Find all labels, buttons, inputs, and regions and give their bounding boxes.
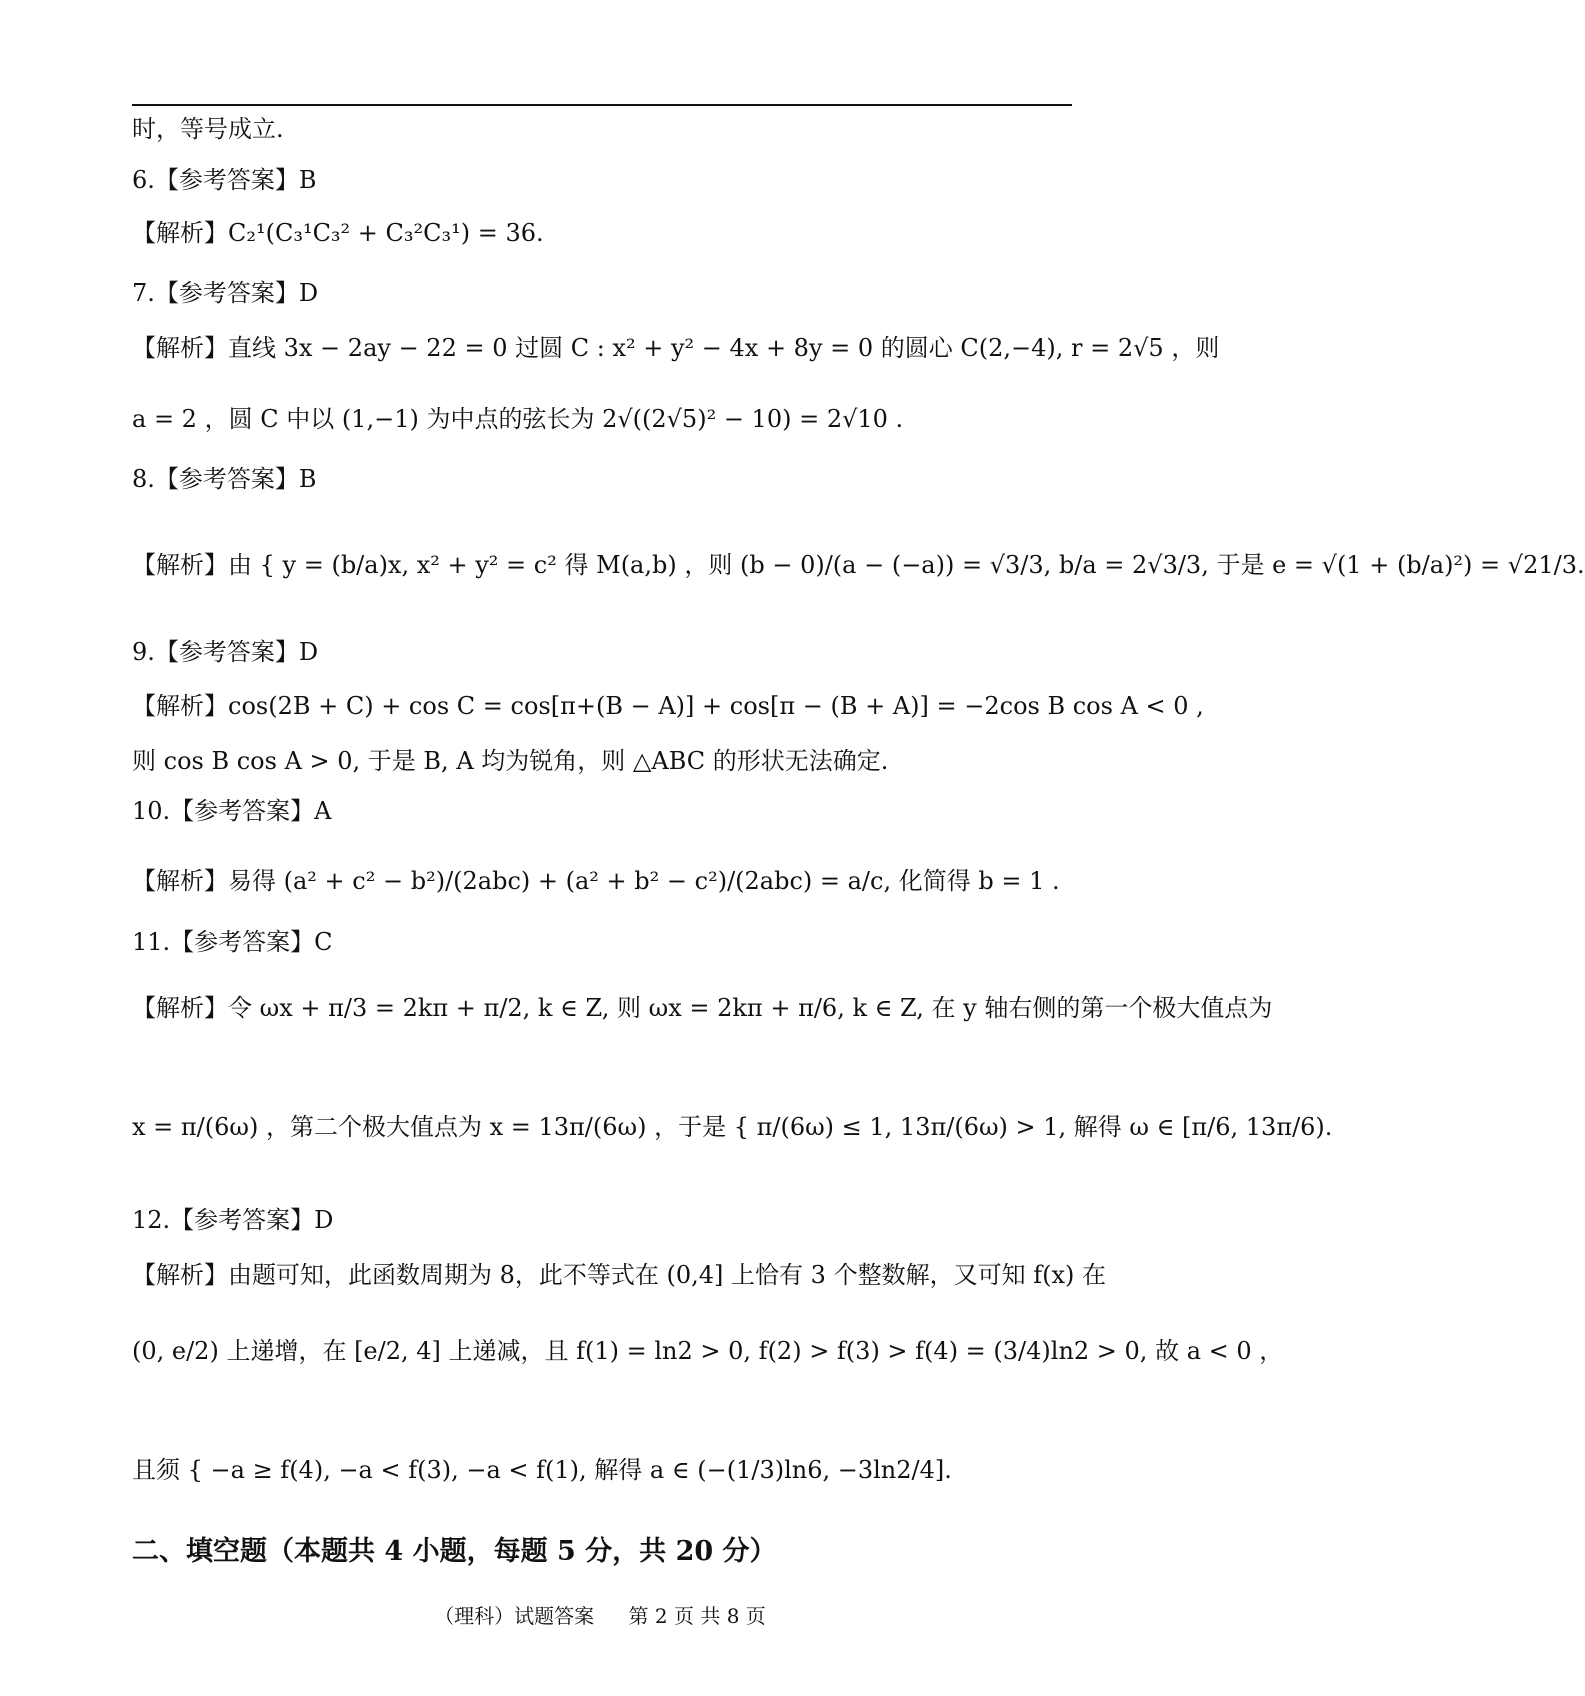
answer-heading: 7.【参考答案】D <box>132 279 319 307</box>
solution-line: 则 cos B cos A > 0, 于是 B, A 均为锐角，则 △ABC 的形状无法确定. <box>132 747 889 775</box>
top-rule <box>132 104 1072 106</box>
text-line: 时，等号成立. <box>132 115 284 143</box>
answer-heading: 10.【参考答案】A <box>132 797 332 825</box>
solution-line: 且须 { −a ≥ f(4), −a < f(3), −a < f(1), 解得 a ∈ (−(1/3)ln6, −3ln2/4]. <box>132 1456 952 1484</box>
answer-heading: 8.【参考答案】B <box>132 465 317 493</box>
solution-line: x = π/(6ω) ，第二个极大值点为 x = 13π/(6ω) ，于是 { π/(6ω) ≤ 1, 13π/(6ω) > 1, 解得 ω ∈ [π/6, 13π/6). <box>132 1113 1333 1141</box>
solution-line: a = 2 ，圆 C 中以 (1,−1) 为中点的弦长为 2√((2√5)² − 10) = 2√10 . <box>132 405 904 433</box>
answer-heading: 12.【参考答案】D <box>132 1206 334 1234</box>
solution-line: 【解析】由 { y = (b/a)x, x² + y² = c² 得 M(a,b) ，则 (b − 0)/(a − (−a)) = √3/3, b/a = 2√3/3, 于是 e = √(1 + (b/a)²) = √21/3. <box>132 551 1585 579</box>
solution-line: 【解析】由题可知，此函数周期为 8，此不等式在 (0,4] 上恰有 3 个整数解，又可知 f(x) 在 <box>132 1261 1106 1289</box>
section-heading: 二、填空题（本题共 4 小题，每题 5 分，共 20 分） <box>132 1536 777 1567</box>
answer-heading: 9.【参考答案】D <box>132 638 319 666</box>
solution-line: 【解析】易得 (a² + c² − b²)/(2abc) + (a² + b² − c²)/(2abc) = a/c, 化简得 b = 1 . <box>132 867 1060 895</box>
footer-page-number: 第 2 页 共 8 页 <box>628 1604 766 1628</box>
solution-line: 【解析】令 ωx + π/3 = 2kπ + π/2, k ∈ Z, 则 ωx = 2kπ + π/6, k ∈ Z, 在 y 轴右侧的第一个极大值点为 <box>132 994 1273 1022</box>
answer-heading: 11.【参考答案】C <box>132 928 333 956</box>
answer-heading: 6.【参考答案】B <box>132 166 317 194</box>
solution-line: 【解析】C₂¹(C₃¹C₃² + C₃²C₃¹) = 36. <box>132 219 544 247</box>
solution-line: (0, e/2) 上递增，在 [e/2, 4] 上递减，且 f(1) = ln2 > 0, f(2) > f(3) > f(4) = (3/4)ln2 > 0, 故 a < 0 ， <box>132 1337 1284 1365</box>
footer-subject: （理科）试题答案 <box>434 1604 595 1628</box>
solution-line: 【解析】直线 3x − 2ay − 22 = 0 过圆 C : x² + y² − 4x + 8y = 0 的圆心 C(2,−4), r = 2√5 ，则 <box>132 334 1220 362</box>
page-footer <box>0 1600 1200 1629</box>
solution-line: 【解析】cos(2B + C) + cos C = cos[π+(B − A)] + cos[π − (B + A)] = −2cos B cos A < 0 , <box>132 692 1204 720</box>
